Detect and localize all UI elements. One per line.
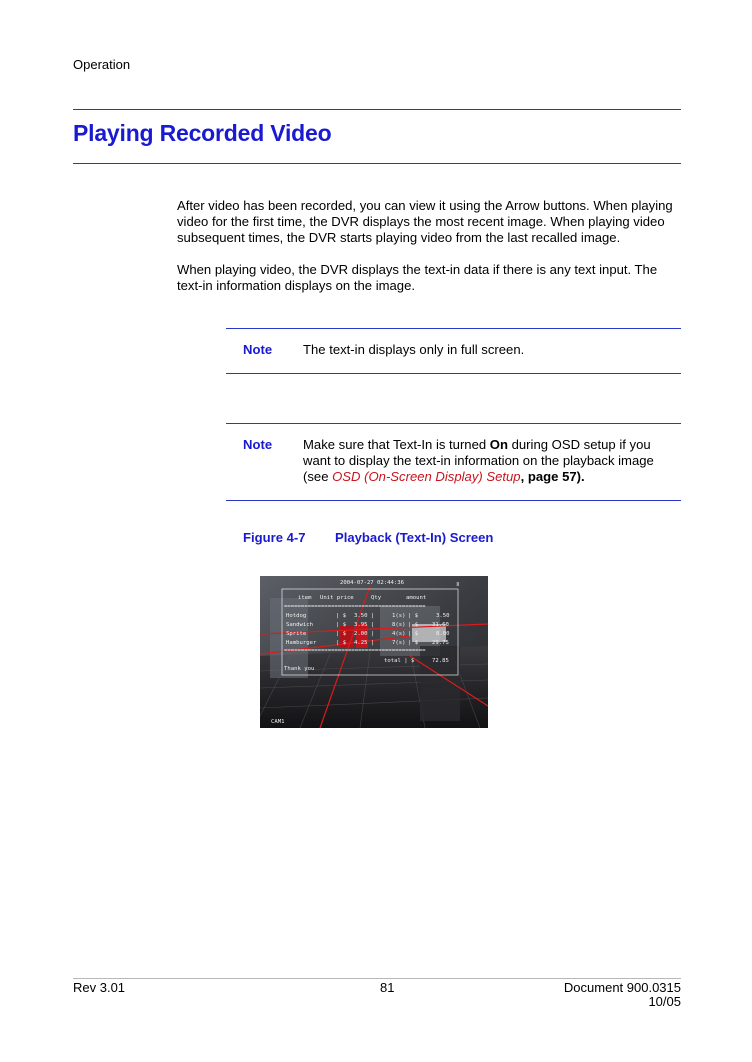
note2-line-2: want to display the text-in information on the playback image: [303, 453, 654, 468]
osd-setup-link[interactable]: OSD (On-Screen Display) Setup: [332, 469, 521, 484]
note2-on-bold: On: [489, 437, 508, 452]
figure-number: Figure 4-7: [243, 530, 306, 545]
footer-revision: Rev 3.01: [73, 980, 126, 995]
row1-amount-sep: | $: [408, 613, 419, 619]
row4-amount-sep: | $: [408, 640, 419, 646]
note1-rule-bottom: [226, 373, 681, 374]
note2-line1-end: during OSD setup if you: [507, 437, 651, 452]
row2-unit-sep: | $: [336, 622, 347, 628]
row4-qty: 7(s): [392, 640, 406, 646]
footer-document-number: Document 900.0315: [563, 980, 681, 995]
textin-paragraph: [177, 262, 682, 294]
intro-line-2: video for the first time, the DVR displays the most recent image. When playing video: [177, 214, 665, 229]
footer-date: 10/05: [648, 994, 681, 1009]
osd-timestamp: 2004-07-27 02:44:36: [340, 580, 404, 586]
osd-total-label: total | $: [384, 658, 415, 664]
textin-line-1: When playing video, the DVR displays the text-in data if there is any text input. The: [177, 262, 658, 277]
note2-line-1: [303, 437, 681, 453]
osd-header-item: item: [298, 595, 312, 601]
row2-qty: 8(s): [392, 622, 406, 628]
row3-item: Sprite: [286, 631, 307, 637]
title-rule-top: [73, 109, 681, 110]
row2-amount-sep: | $: [408, 622, 419, 628]
note1-text: The text-in displays only in full screen.: [303, 342, 525, 357]
osd-camera-label: CAM1: [271, 719, 285, 725]
intro-line-3: subsequent times, the DVR starts playing video from the last recalled image.: [177, 230, 621, 245]
note2-rule-bottom: [226, 500, 681, 501]
osd-total-amount: 72.85: [432, 658, 449, 664]
row4-amount: 29.75: [432, 640, 449, 646]
row3-qty: 4(s): [392, 631, 406, 637]
intro-line-1: After video has been recorded, you can view it using the Arrow buttons. When playing: [177, 198, 673, 213]
note1-label: Note: [243, 342, 273, 357]
pause-indicator: ǁ: [456, 582, 460, 588]
row4-item: Hamburger: [286, 640, 317, 646]
row1-item: Hotdog: [286, 613, 307, 619]
row3-amount: 8.00: [436, 631, 450, 637]
note2-label: Note: [243, 437, 273, 452]
row1-amount: 3.50: [436, 613, 450, 619]
note2-rule-top: [226, 423, 681, 424]
note1-rule-top: [226, 328, 681, 329]
row1-unit-price: 3.50 |: [354, 613, 375, 619]
textin-line-2: text-in information displays on the image.: [177, 278, 415, 293]
title-rule-bottom: [73, 163, 681, 164]
note2-line3-start: (see: [303, 469, 333, 484]
row3-amount-sep: | $: [408, 631, 419, 637]
footer-page-number: 81: [380, 980, 395, 995]
row4-unit-price: 4.25 |: [354, 640, 375, 646]
page-title: Playing Recorded Video: [73, 120, 332, 146]
note2-line-3: [303, 469, 681, 485]
row4-unit-sep: | $: [336, 640, 347, 646]
osd-header-qty: Qty: [371, 595, 382, 601]
playback-scene: [260, 576, 488, 728]
footer-rule: [73, 978, 681, 979]
row2-amount: 31.60: [432, 622, 449, 628]
figure-title: Playback (Text-In) Screen: [335, 530, 494, 545]
row1-qty: 1(s): [392, 613, 406, 619]
osd-separator-2: ==========================================: [284, 648, 426, 654]
note2-page-ref: , page 57).: [520, 469, 585, 484]
row3-unit-price: 2.00 |: [354, 631, 375, 637]
osd-separator-1: ==========================================: [284, 604, 426, 610]
note2-line1-start: Make sure that Text-In is turned: [303, 437, 490, 452]
row3-unit-sep: | $: [336, 631, 347, 637]
row1-unit-sep: | $: [336, 613, 347, 619]
osd-header-unit-price: Unit price: [320, 595, 354, 601]
note2-text: [303, 437, 681, 485]
osd-header-amount: amount: [406, 595, 427, 601]
intro-paragraph: [177, 198, 682, 246]
playback-screen-image: [260, 576, 488, 728]
row2-unit-price: 3.95 |: [354, 622, 375, 628]
osd-thank-you: Thank you: [284, 666, 315, 672]
running-header: Operation: [73, 57, 131, 72]
row2-item: Sandwich: [286, 622, 313, 628]
